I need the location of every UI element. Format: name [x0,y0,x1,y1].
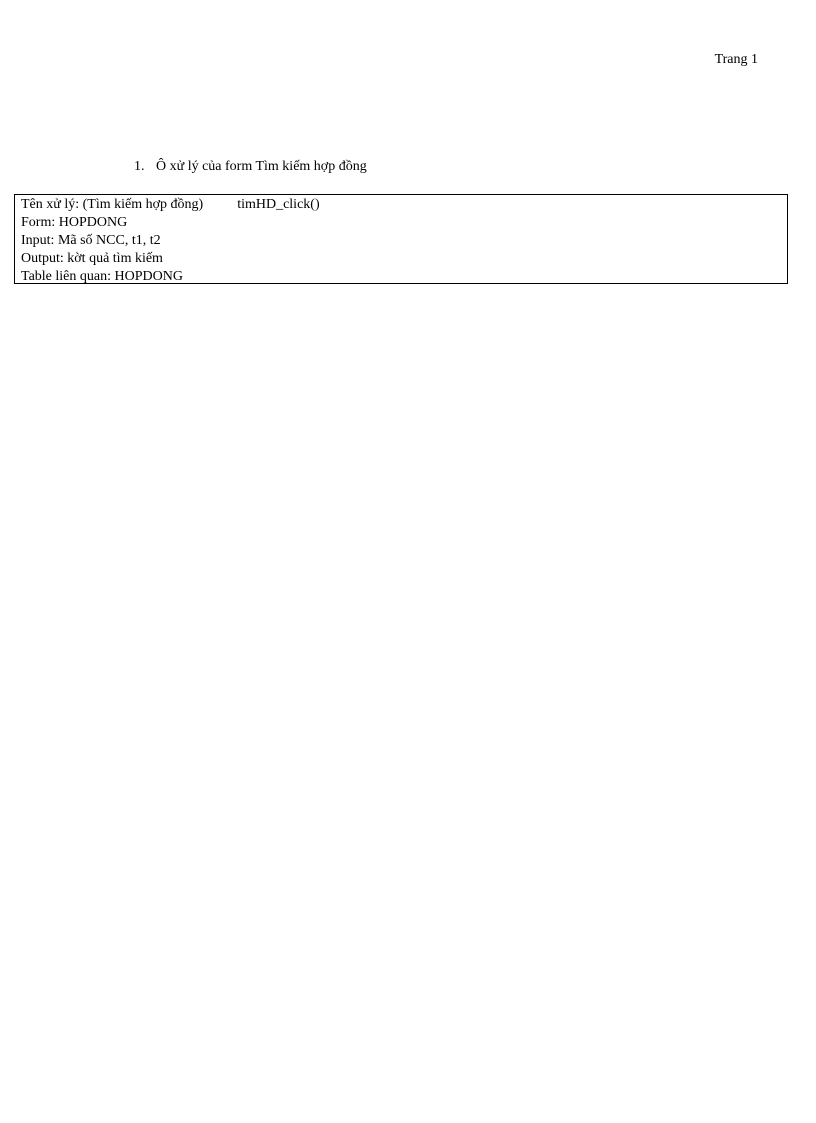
output-line: Output: kờt quả tìm kiếm [21,251,163,266]
process-spec-box [14,194,788,284]
process-name-line [21,196,781,214]
section-title: Ô xử lý của form Tìm kiếm hợp đồng [156,159,367,174]
input-line: Input: Mã số NCC, t1, t2 [21,233,161,248]
section-heading [134,159,367,175]
process-name: Tên xử lý: (Tìm kiếm hợp đồng) [21,197,204,212]
section-number: 1. [134,159,145,174]
form-line: Form: HOPDONG [21,215,128,230]
page-number: Trang 1 [714,52,758,67]
related-tables-line: Table liên quan: HOPDONG [21,269,183,284]
function-name: timHD_click() [237,197,320,212]
